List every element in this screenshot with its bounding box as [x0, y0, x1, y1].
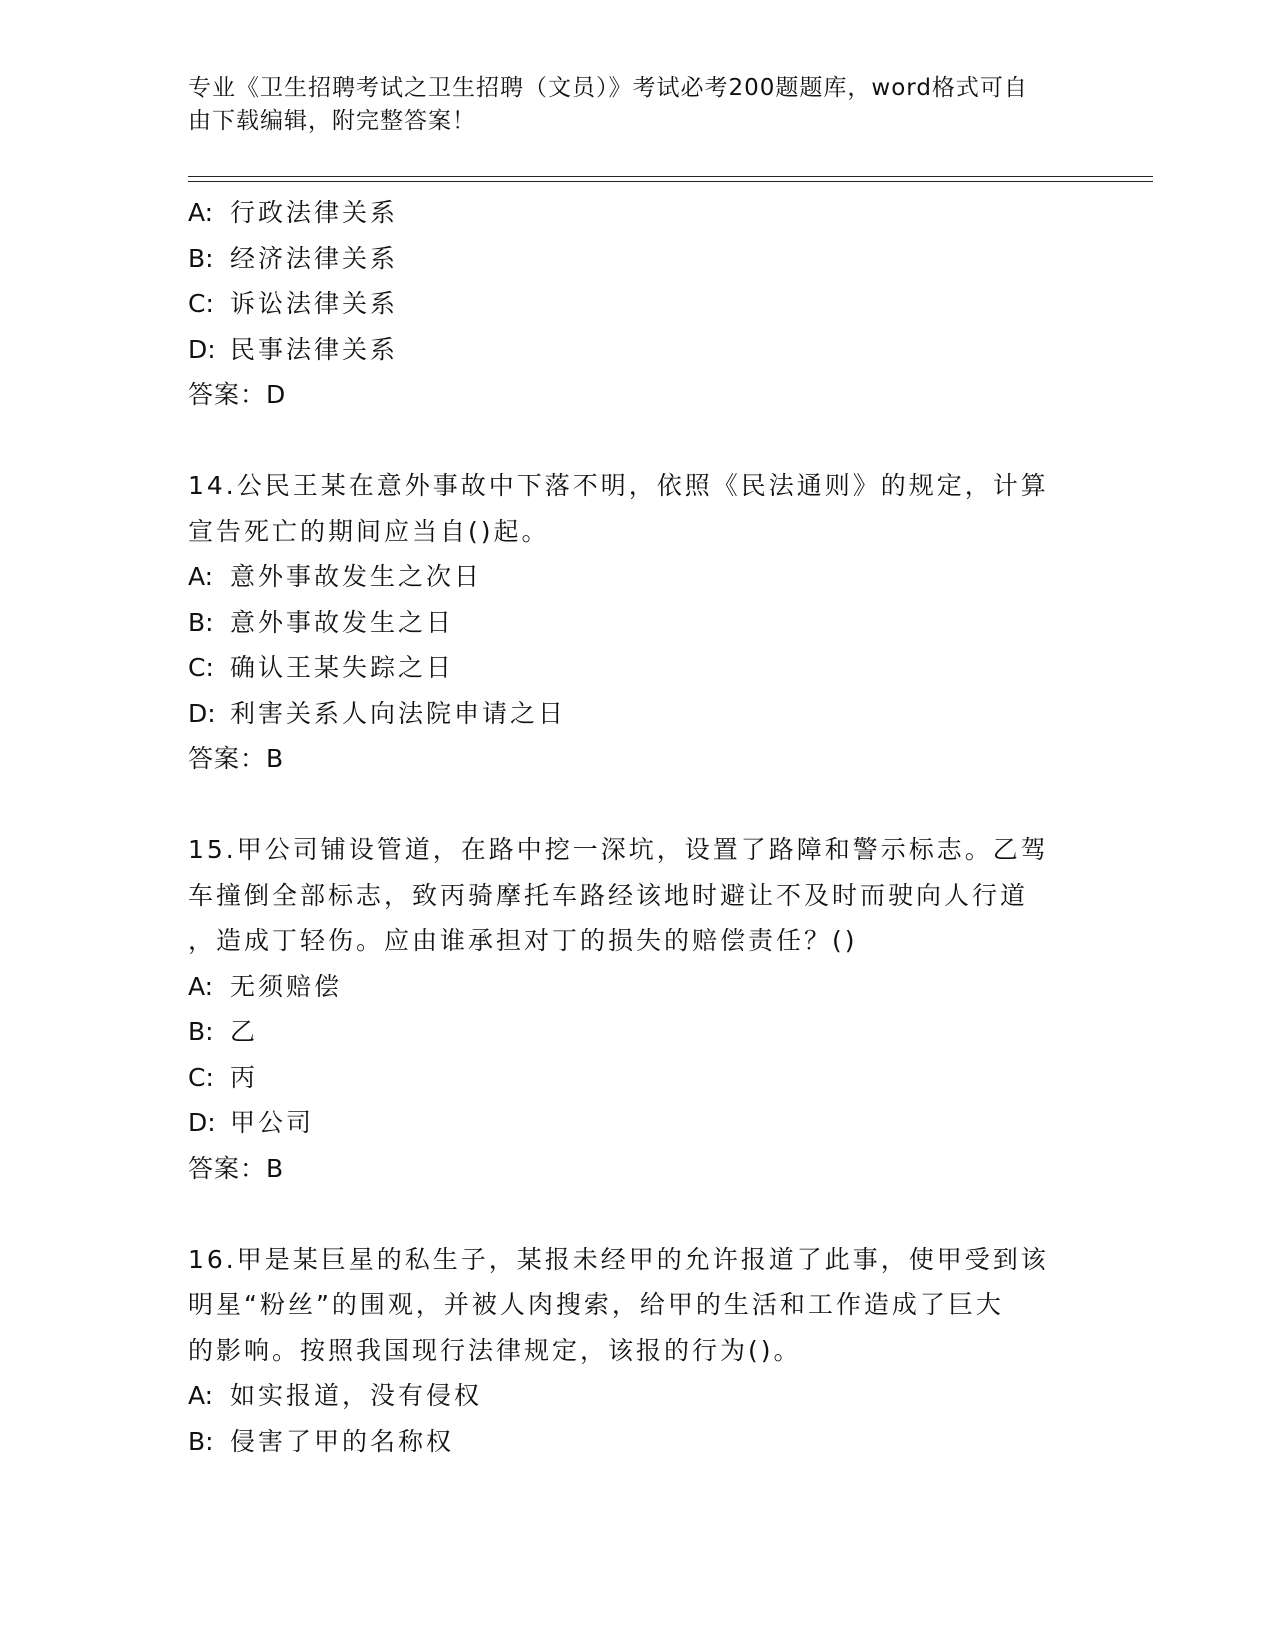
answer-value: B: [266, 744, 284, 773]
question-list: [188, 190, 1088, 1464]
option-c: C: 丙: [188, 1062, 259, 1092]
option-b: B: 经济法律关系: [188, 243, 399, 273]
option-a: A: 意外事故发生之次日: [188, 562, 483, 591]
question-stem: 15.甲公司铺设管道，在路中挖一深坑，设置了路障和警示标志。乙驾: [188, 835, 1049, 864]
spacer: [188, 418, 1088, 464]
question-stem: 宣告死亡的期间应当自()起。: [188, 516, 550, 546]
question-13: [188, 190, 1088, 418]
option-b: B: 意外事故发生之日: [188, 607, 455, 637]
answer-line: 答案：D: [188, 380, 286, 409]
header-divider: [188, 176, 1153, 177]
question-stem: 车撞倒全部标志，致丙骑摩托车路经该地时避让不及时而驶向人行道: [188, 880, 1029, 910]
question-stem: 16.甲是某巨星的私生子，某报未经甲的允许报道了此事，使甲受到该: [188, 1244, 1049, 1274]
spacer: [188, 1191, 1088, 1237]
header-divider: [188, 181, 1153, 182]
answer-line: 答案：B: [188, 744, 284, 773]
option-d: D: 民事法律关系: [188, 334, 399, 364]
option-c: C: 确认王某失踪之日: [188, 653, 455, 682]
answer-value: B: [266, 1153, 284, 1183]
option-d: D: 甲公司: [188, 1108, 315, 1137]
document-intro: [188, 72, 1068, 138]
option-b: B: 乙: [188, 1017, 259, 1046]
option-a: A: 无须赔偿: [188, 971, 343, 1001]
option-c: C: 诉讼法律关系: [188, 289, 399, 318]
question-stem: 明星“粉丝”的围观，并被人肉搜索，给甲的生活和工作造成了巨大: [188, 1290, 1004, 1319]
question-14: [188, 463, 1088, 782]
question-stem: 14.公民王某在意外事故中下落不明，依照《民法通则》的规定，计算: [188, 471, 1049, 500]
question-16: [188, 1237, 1088, 1465]
option-d: D: 利害关系人向法院申请之日: [188, 698, 567, 728]
intro-line: 专业《卫生招聘考试之卫生招聘（文员）》考试必考200题题库，word格式可自: [188, 75, 1028, 101]
intro-line: 由下载编辑，附完整答案！: [188, 108, 476, 134]
option-b: B: 侵害了甲的名称权: [188, 1426, 455, 1456]
question-stem: 的影响。按照我国现行法律规定，该报的行为()。: [188, 1335, 802, 1365]
question-stem: ，造成丁轻伤。应由谁承担对丁的损失的赔偿责任？(): [188, 926, 858, 955]
answer-value: D: [266, 380, 286, 409]
spacer: [188, 782, 1088, 828]
option-a: A: 行政法律关系: [188, 198, 399, 227]
answer-line: 答案：B: [188, 1153, 284, 1183]
option-a: A: 如实报道，没有侵权: [188, 1381, 483, 1410]
question-15: [188, 827, 1088, 1191]
